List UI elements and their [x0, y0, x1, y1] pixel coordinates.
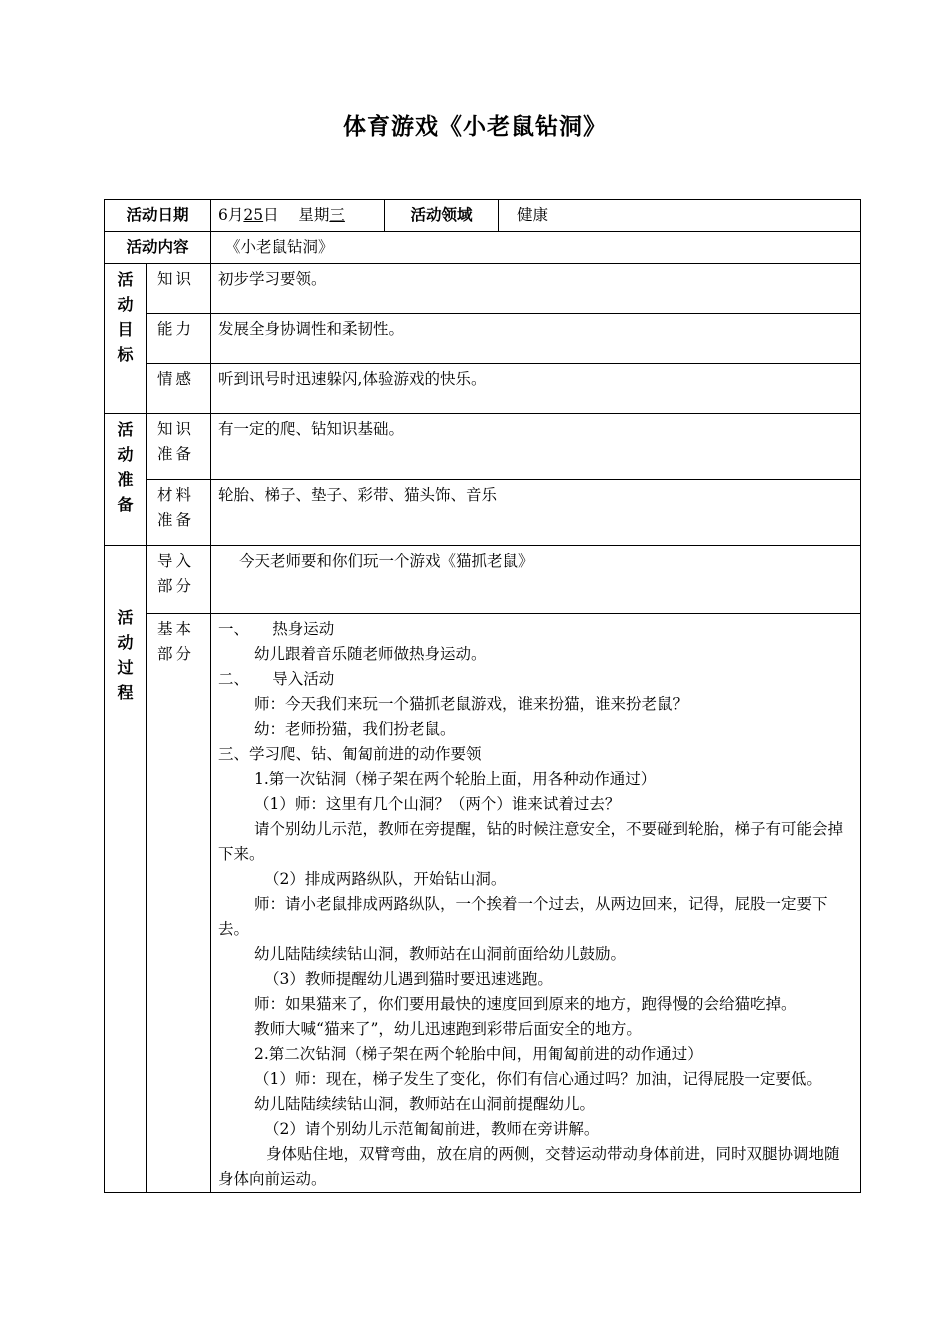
process-row-basic	[105, 614, 861, 1193]
prep-sublabel: 材料 准备	[147, 480, 211, 546]
date-value: 6月25日 星期三	[211, 200, 385, 232]
goal-text: 发展全身协调性和柔韧性。	[211, 314, 861, 364]
prep-text: 轮胎、梯子、垫子、彩带、猫头饰、音乐	[211, 480, 861, 546]
paragraph: 1.第一次钻洞（梯子架在两个轮胎上面，用各种动作通过）	[254, 770, 657, 788]
intro-text: 今天老师要和你们玩一个游戏《猫抓老鼠》	[211, 546, 861, 614]
content-label: 活动内容	[105, 232, 211, 264]
goal-row-knowledge	[105, 264, 861, 314]
content-value: 《小老鼠钻洞》	[211, 232, 861, 264]
paragraph: 师：如果猫来了，你们要用最快的速度回到原来的地方，跑得慢的会给猫吃掉。	[254, 995, 797, 1013]
process-row-intro	[105, 546, 861, 614]
prep-row-knowledge	[105, 414, 861, 480]
goal-row-emotion	[105, 364, 861, 414]
process-label: 活动过程	[117, 608, 134, 702]
goal-text: 初步学习要领。	[211, 264, 861, 314]
date-row	[105, 200, 861, 232]
paragraph: （3）教师提醒幼儿遇到猫时要迅速逃跑。	[264, 970, 553, 988]
content-row	[105, 232, 861, 264]
goal-row-ability	[105, 314, 861, 364]
page-title: 体育游戏《小老鼠钻洞》	[343, 114, 607, 140]
prep-sublabel: 知识 准备	[147, 414, 211, 480]
section-heading: 二、 导入活动	[218, 670, 335, 688]
domain-label: 活动领域	[385, 200, 499, 232]
paragraph: 教师大喊“猫来了”，幼儿迅速跑到彩带后面安全的地方。	[254, 1020, 642, 1038]
paragraph: 师：今天我们来玩一个猫抓老鼠游戏，谁来扮猫，谁来扮老鼠？	[254, 695, 689, 713]
paragraph: （2）排成两路纵队，开始钻山洞。	[264, 870, 507, 888]
paragraph: 身体贴住地，双臂弯曲，放在肩的两侧，交替运动带动身体前进，同时双腿协调地随身体向前运动。	[218, 1145, 840, 1188]
paragraph: 幼儿陆陆续续钻山洞，教师站在山洞前面给幼儿鼓励。	[254, 945, 627, 963]
paragraph: 请个别幼儿示范，教师在旁提醒，钻的时候注意安全，不要碰到轮胎，梯子有可能会掉下来。	[218, 820, 844, 863]
activity-plan-table	[104, 199, 861, 1193]
prep-row-materials	[105, 480, 861, 546]
weekday: 三	[329, 206, 345, 224]
paragraph: 幼儿陆陆续续钻山洞，教师站在山洞前提醒幼儿。	[254, 1095, 596, 1113]
prep-text: 有一定的爬、钻知识基础。	[211, 414, 861, 480]
intro-sublabel: 导入 部分	[147, 546, 211, 614]
goal-label: 能力	[147, 314, 211, 364]
paragraph: 幼儿跟着音乐随老师做热身运动。	[254, 645, 487, 663]
date-label: 活动日期	[105, 200, 211, 232]
prep-label-cell	[105, 414, 147, 546]
basic-sublabel: 基本 部分	[147, 614, 211, 1193]
paragraph: 2.第二次钻洞（梯子架在两个轮胎中间，用匍匐前进的动作通过）	[254, 1045, 703, 1063]
date-month: 6	[218, 206, 228, 224]
paragraph: 师：请小老鼠排成两路纵队，一个挨着一个过去，从两边回来，记得，屁股一定要下去。	[218, 895, 828, 938]
goal-label: 知识	[147, 264, 211, 314]
goal-text: 听到讯号时迅速躲闪,体验游戏的快乐。	[211, 364, 861, 414]
date-day: 25	[243, 206, 264, 224]
goals-label-cell	[105, 264, 147, 414]
paragraph: 幼：老师扮猫，我们扮老鼠。	[254, 720, 456, 738]
paragraph: （1）师：现在，梯子发生了变化，你们有信心通过吗？加油，记得屁股一定要低。	[254, 1070, 822, 1088]
goal-label: 情感	[147, 364, 211, 414]
basic-text	[211, 614, 861, 1193]
process-label-cell	[105, 546, 147, 1193]
goals-label: 活动目标	[117, 270, 134, 364]
section-heading: 一、 热身运动	[218, 620, 335, 638]
prep-label: 活动准备	[117, 420, 134, 514]
domain-value: 健康	[499, 200, 861, 232]
paragraph: （1）师：这里有几个山洞？（两个）谁来试着过去？	[254, 795, 621, 813]
paragraph: （2）请个别幼儿示范匍匐前进，教师在旁讲解。	[264, 1120, 600, 1138]
section-heading: 三、学习爬、钻、匍匐前进的动作要领	[218, 745, 482, 763]
